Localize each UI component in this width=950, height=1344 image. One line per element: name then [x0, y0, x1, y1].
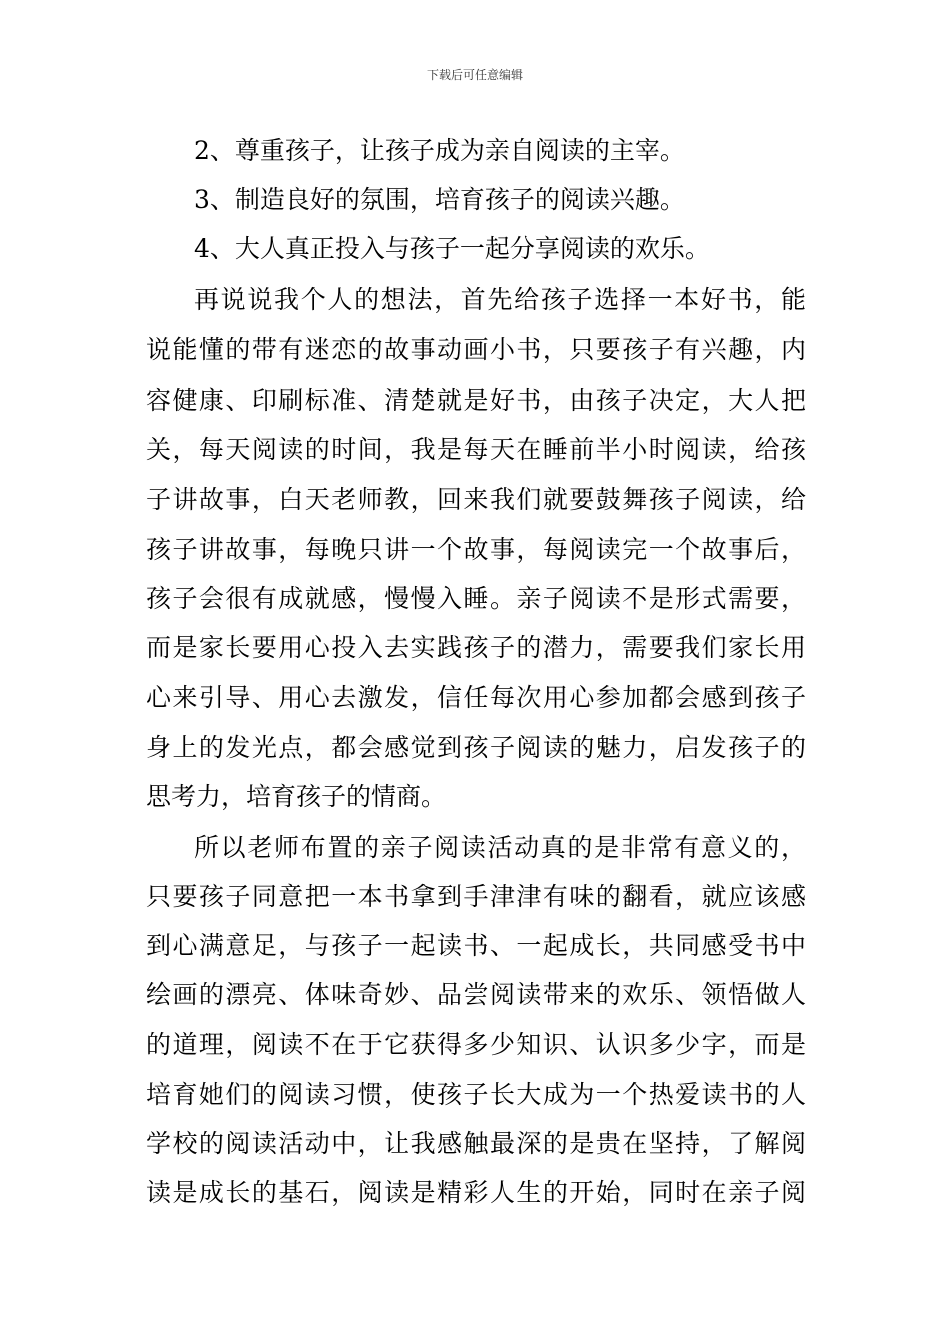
paragraph-line: 思考力，培育孩子的情商。: [146, 782, 447, 811]
paragraph-line: 说能懂的带有迷恋的故事动画小书，只要孩子有兴趣，内: [146, 335, 806, 364]
paragraph-line: 容健康、印刷标准、清楚就是好书，由孩子决定，大人把: [146, 386, 806, 415]
list-item-2: 2、尊重孩子，让孩子成为亲自阅读的主宰。: [194, 136, 685, 165]
paragraph-line: 孩子讲故事，每晚只讲一个故事，每阅读完一个故事后，: [146, 535, 806, 564]
paragraph-line: 的道理，阅读不在于它获得多少知识、认识多少字，而是: [146, 1030, 806, 1059]
paragraph-line: 再说说我个人的想法，首先给孩子选择一本好书，能: [194, 285, 806, 314]
paragraph-line: 而是家长要用心投入去实践孩子的潜力，需要我们家长用: [146, 633, 806, 662]
paragraph-line: 关，每天阅读的时间，我是每天在睡前半小时阅读，给孩: [146, 435, 806, 464]
paragraph-line: 到心满意足，与孩子一起读书、一起成长，共同感受书中: [146, 931, 806, 960]
paragraph-line: 培育她们的阅读习惯，使孩子长大成为一个热爱读书的人: [146, 1080, 806, 1109]
list-item-3: 3、制造良好的氛围，培育孩子的阅读兴趣。: [194, 185, 685, 214]
paragraph-line: 绘画的漂亮、体味奇妙、品尝阅读带来的欢乐、领悟做人: [146, 980, 806, 1009]
paragraph-line: 只要孩子同意把一本书拿到手津津有味的翻看，就应该感: [146, 882, 806, 911]
paragraph-line: 身上的发光点，都会感觉到孩子阅读的魅力，启发孩子的: [146, 733, 806, 762]
paragraph-line: 所以老师布置的亲子阅读活动真的是非常有意义的，: [194, 833, 806, 862]
paragraph-line: 读是成长的基石，阅读是精彩人生的开始，同时在亲子阅: [146, 1178, 806, 1207]
paragraph-line: 子讲故事，白天老师教，回来我们就要鼓舞孩子阅读，给: [146, 485, 806, 514]
page-header-note: 下载后可任意编辑: [426, 68, 523, 82]
paragraph-line: 孩子会很有成就感，慢慢入睡。亲子阅读不是形式需要，: [146, 584, 806, 613]
paragraph-line: 学校的阅读活动中，让我感触最深的是贵在坚持，了解阅: [146, 1129, 806, 1158]
list-item-4: 4、大人真正投入与孩子一起分享阅读的欢乐。: [194, 234, 710, 263]
paragraph-line: 心来引导、用心去激发，信任每次用心参加都会感到孩子: [146, 683, 806, 712]
